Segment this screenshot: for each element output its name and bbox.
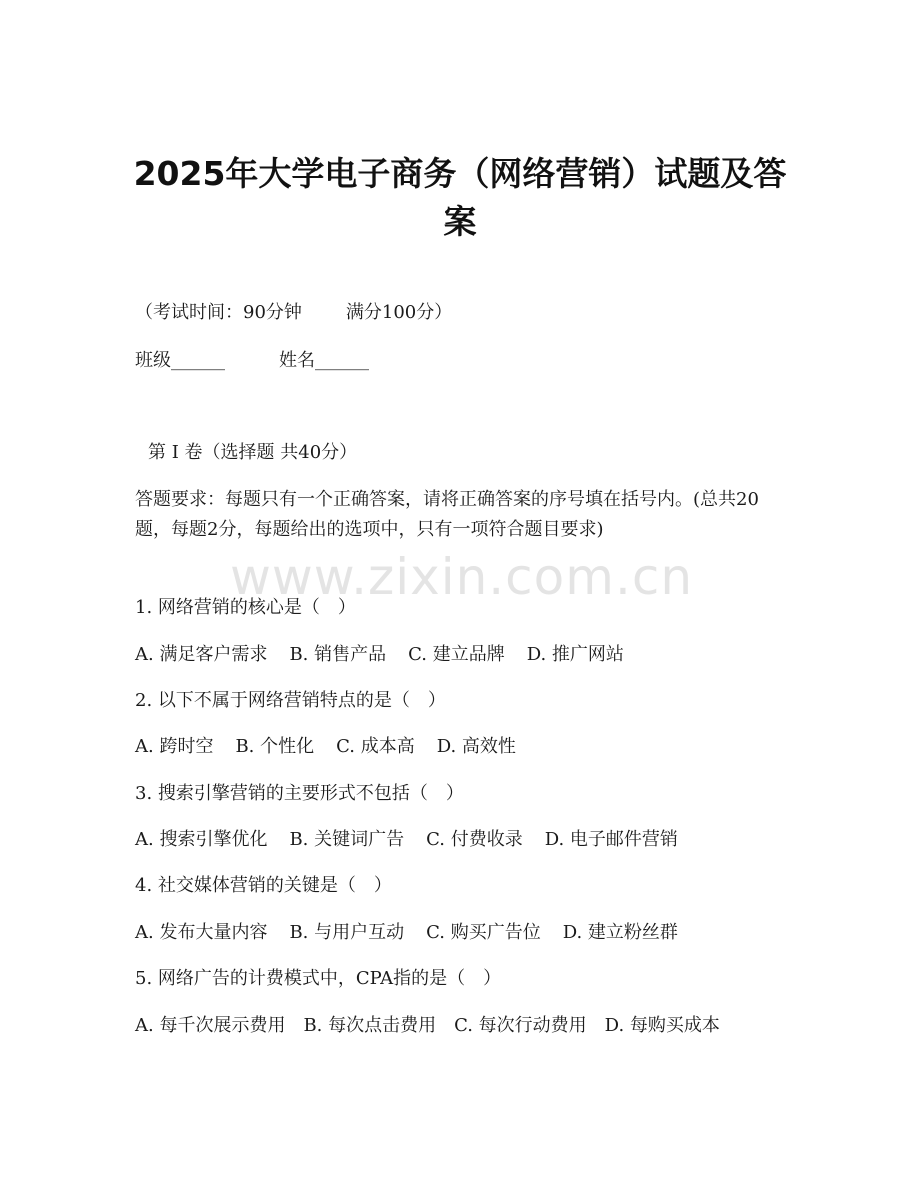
option-c: C. 建立品牌	[408, 644, 505, 665]
class-label: 班级______	[135, 350, 225, 371]
option-d: D. 电子邮件营销	[544, 829, 678, 850]
option-a: A. 满足客户需求	[135, 644, 268, 665]
option-c: C. 购买广告位	[426, 922, 541, 943]
option-b: B. 销售产品	[289, 644, 387, 665]
question-options	[135, 918, 678, 948]
page-title: 2025年大学电子商务（网络营销）试题及答案	[133, 154, 787, 241]
option-b: B. 关键词广告	[289, 829, 405, 850]
option-b: B. 个性化	[235, 736, 315, 757]
exam-info	[135, 298, 452, 328]
question-stem: 4. 社交媒体营销的关键是（ ）	[135, 875, 392, 896]
exam-time: （考试时间：90分钟	[135, 302, 302, 323]
instructions: 答题要求：每题只有一个正确答案，请将正确答案的序号填在括号内。(总共20题，每题2分，每题给出的选项中，只有一项符合题目要求)	[135, 489, 759, 540]
exam-score: 满分100分）	[345, 302, 453, 323]
student-info	[135, 346, 369, 376]
option-b: B. 与用户互动	[289, 922, 405, 943]
section-heading: 第 I 卷（选择题 共40分）	[148, 442, 358, 463]
name-label: 姓名______	[279, 350, 369, 371]
option-d: D. 高效性	[436, 736, 516, 757]
option-d: D. 推广网站	[526, 644, 624, 665]
question-options	[135, 640, 624, 670]
option-a: A. 发布大量内容	[135, 922, 268, 943]
question-stem: 5. 网络广告的计费模式中，CPA指的是（ ）	[135, 968, 502, 989]
option-a: A. 搜索引擎优化	[135, 829, 268, 850]
question-stem: 1. 网络营销的核心是（ ）	[135, 597, 356, 618]
watermark: www.zixin.com.cn	[230, 548, 694, 606]
option-c: C. 付费收录	[426, 829, 523, 850]
option-c: C. 成本高	[336, 736, 415, 757]
option-d: D. 建立粉丝群	[562, 922, 678, 943]
question-options	[135, 825, 678, 855]
question-options: A. 每千次展示费用 B. 每次点击费用 C. 每次行动费用 D. 每购买成本	[135, 1015, 720, 1036]
question-options	[135, 732, 516, 762]
question-stem: 3. 搜索引擎营销的主要形式不包括（ ）	[135, 783, 464, 804]
question-stem: 2. 以下不属于网络营销特点的是（ ）	[135, 690, 446, 711]
option-a: A. 跨时空	[135, 736, 214, 757]
